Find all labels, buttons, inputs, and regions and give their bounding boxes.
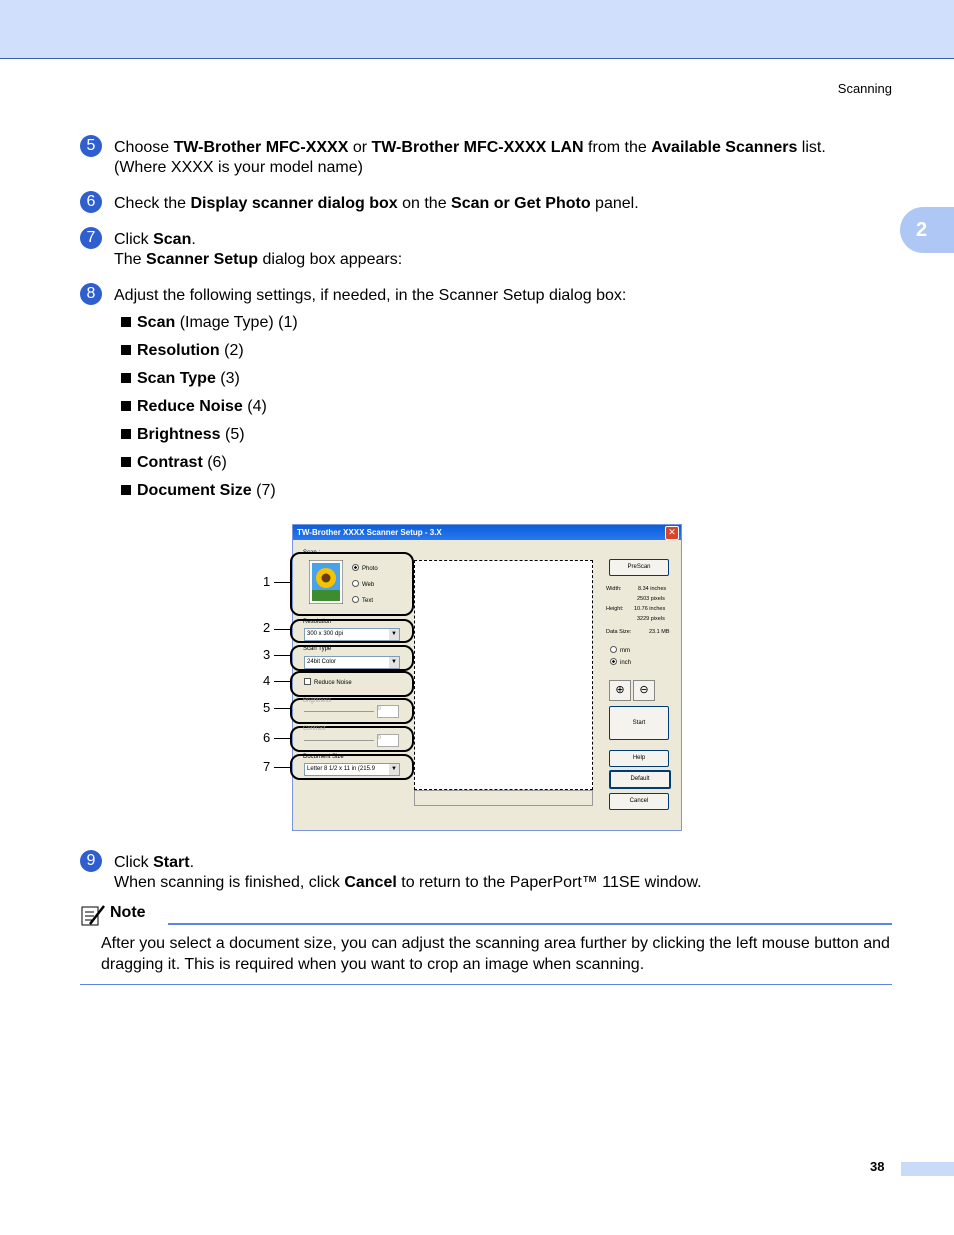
dialog-title: TW-Brother XXXX Scanner Setup - 3.X bbox=[293, 525, 681, 540]
zoom-out-icon[interactable]: ⊖ bbox=[633, 680, 655, 701]
brightness-slider[interactable] bbox=[304, 711, 374, 712]
callout-1: 1 bbox=[263, 574, 271, 589]
list-item: Document Size (7) bbox=[121, 481, 298, 509]
note-bottom-divider bbox=[80, 984, 892, 985]
prescan-button[interactable]: PreScan bbox=[609, 559, 669, 576]
callout-5: 5 bbox=[263, 700, 271, 715]
photo-radio[interactable]: Photo bbox=[352, 564, 378, 572]
step-number: 7 bbox=[80, 227, 102, 249]
list-item: Contrast (6) bbox=[121, 453, 298, 481]
contrast-label: Contrast bbox=[303, 726, 326, 732]
chapter-tab: 2 bbox=[900, 207, 954, 253]
scan-type-select[interactable]: 24bit Color ▼ bbox=[304, 656, 400, 669]
callout-2: 2 bbox=[263, 620, 271, 635]
chevron-down-icon: ▼ bbox=[389, 657, 399, 668]
callout-3: 3 bbox=[263, 647, 271, 662]
start-button[interactable]: Start bbox=[609, 706, 669, 740]
inch-radio[interactable]: inch bbox=[610, 658, 631, 666]
document-size-label: Document Size bbox=[303, 754, 344, 760]
close-icon[interactable]: ✕ bbox=[665, 526, 679, 540]
step-text: Choose TW-Brother MFC-XXXX or TW-Brother MFC-XXXX LAN from the Available Scanners list. (Where XXXX is your model name) bbox=[114, 139, 826, 176]
list-item: Scan (Image Type) (1) bbox=[121, 313, 298, 341]
height-pixels: 3229 pixels bbox=[637, 616, 665, 622]
scan-label: Scan : bbox=[303, 550, 321, 556]
list-item: Resolution (2) bbox=[121, 341, 298, 369]
height-value: 10.76 inches bbox=[634, 606, 666, 612]
step-text: Adjust the following settings, if needed, in the Scanner Setup dialog box: bbox=[114, 287, 627, 304]
mm-radio[interactable]: mm bbox=[610, 646, 630, 654]
page-number: 38 bbox=[870, 1159, 885, 1174]
reduce-noise-checkbox[interactable]: Reduce Noise bbox=[304, 678, 352, 686]
resolution-label: Resolution bbox=[303, 619, 332, 625]
resolution-select[interactable]: 300 x 300 dpi ▼ bbox=[304, 628, 400, 641]
note-title: Note bbox=[110, 904, 146, 921]
list-item: Scan Type (3) bbox=[121, 369, 298, 397]
sunflower-icon bbox=[309, 560, 343, 604]
chevron-down-icon: ▼ bbox=[389, 764, 399, 775]
step-number: 6 bbox=[80, 191, 102, 213]
step-text: Check the Display scanner dialog box on the Scan or Get Photo panel. bbox=[114, 195, 639, 212]
callout-4: 4 bbox=[263, 673, 271, 688]
step-text: Click Scan. The Scanner Setup dialog box appears: bbox=[114, 231, 403, 268]
width-value: 8.34 inches bbox=[638, 586, 667, 592]
document-size-select[interactable]: Letter 8 1/2 x 11 in (215.9 ▼ bbox=[304, 763, 400, 776]
chevron-down-icon: ▼ bbox=[389, 629, 399, 640]
help-button[interactable]: Help bbox=[609, 750, 669, 767]
step-number: 9 bbox=[80, 850, 102, 872]
zoom-in-icon[interactable]: ⊕ bbox=[609, 680, 631, 701]
contrast-value[interactable]: 0 bbox=[377, 734, 399, 747]
width-label: Width: bbox=[606, 586, 622, 592]
data-size-value: 23.1 MB bbox=[649, 629, 670, 635]
preview-area[interactable] bbox=[414, 560, 593, 790]
data-size-label: Data Size: bbox=[606, 629, 632, 635]
brightness-label: Brightness bbox=[303, 698, 332, 704]
height-label: Height: bbox=[606, 606, 624, 612]
leader-line bbox=[274, 655, 290, 656]
default-button[interactable]: Default bbox=[609, 770, 671, 789]
step-number: 8 bbox=[80, 283, 102, 305]
web-radio[interactable]: Web bbox=[352, 580, 374, 588]
leader-line bbox=[274, 629, 290, 630]
list-item: Brightness (5) bbox=[121, 425, 298, 453]
leader-line bbox=[274, 582, 290, 583]
leader-line bbox=[274, 738, 290, 739]
callout-6: 6 bbox=[263, 730, 271, 745]
list-item: Reduce Noise (4) bbox=[121, 397, 298, 425]
scan-type-label: Scan Type bbox=[303, 646, 332, 652]
note-body: After you select a document size, you can adjust the scanning area further by clicking the left mouse button and dragging it. This is required when you want to crop an image when scanning. bbox=[101, 935, 890, 973]
settings-list bbox=[121, 313, 298, 509]
note-divider bbox=[168, 923, 892, 925]
cancel-button[interactable]: Cancel bbox=[609, 793, 669, 810]
leader-line bbox=[274, 767, 290, 768]
text-radio[interactable]: Text bbox=[352, 596, 373, 604]
brightness-value[interactable]: 0 bbox=[377, 705, 399, 718]
page-number-bar bbox=[901, 1162, 954, 1176]
step-number: 5 bbox=[80, 135, 102, 157]
leader-line bbox=[274, 681, 290, 682]
section-title: Scanning bbox=[837, 81, 892, 96]
header-band bbox=[0, 0, 954, 59]
preview-scrollbar[interactable] bbox=[414, 790, 593, 806]
callout-7: 7 bbox=[263, 759, 271, 774]
leader-line bbox=[274, 708, 290, 709]
width-pixels: 2503 pixels bbox=[637, 596, 665, 602]
step-text: Click Start. When scanning is finished, click Cancel to return to the PaperPort™ 11SE window. bbox=[114, 854, 702, 891]
contrast-slider[interactable] bbox=[304, 740, 374, 741]
note-pencil-icon bbox=[80, 904, 106, 928]
